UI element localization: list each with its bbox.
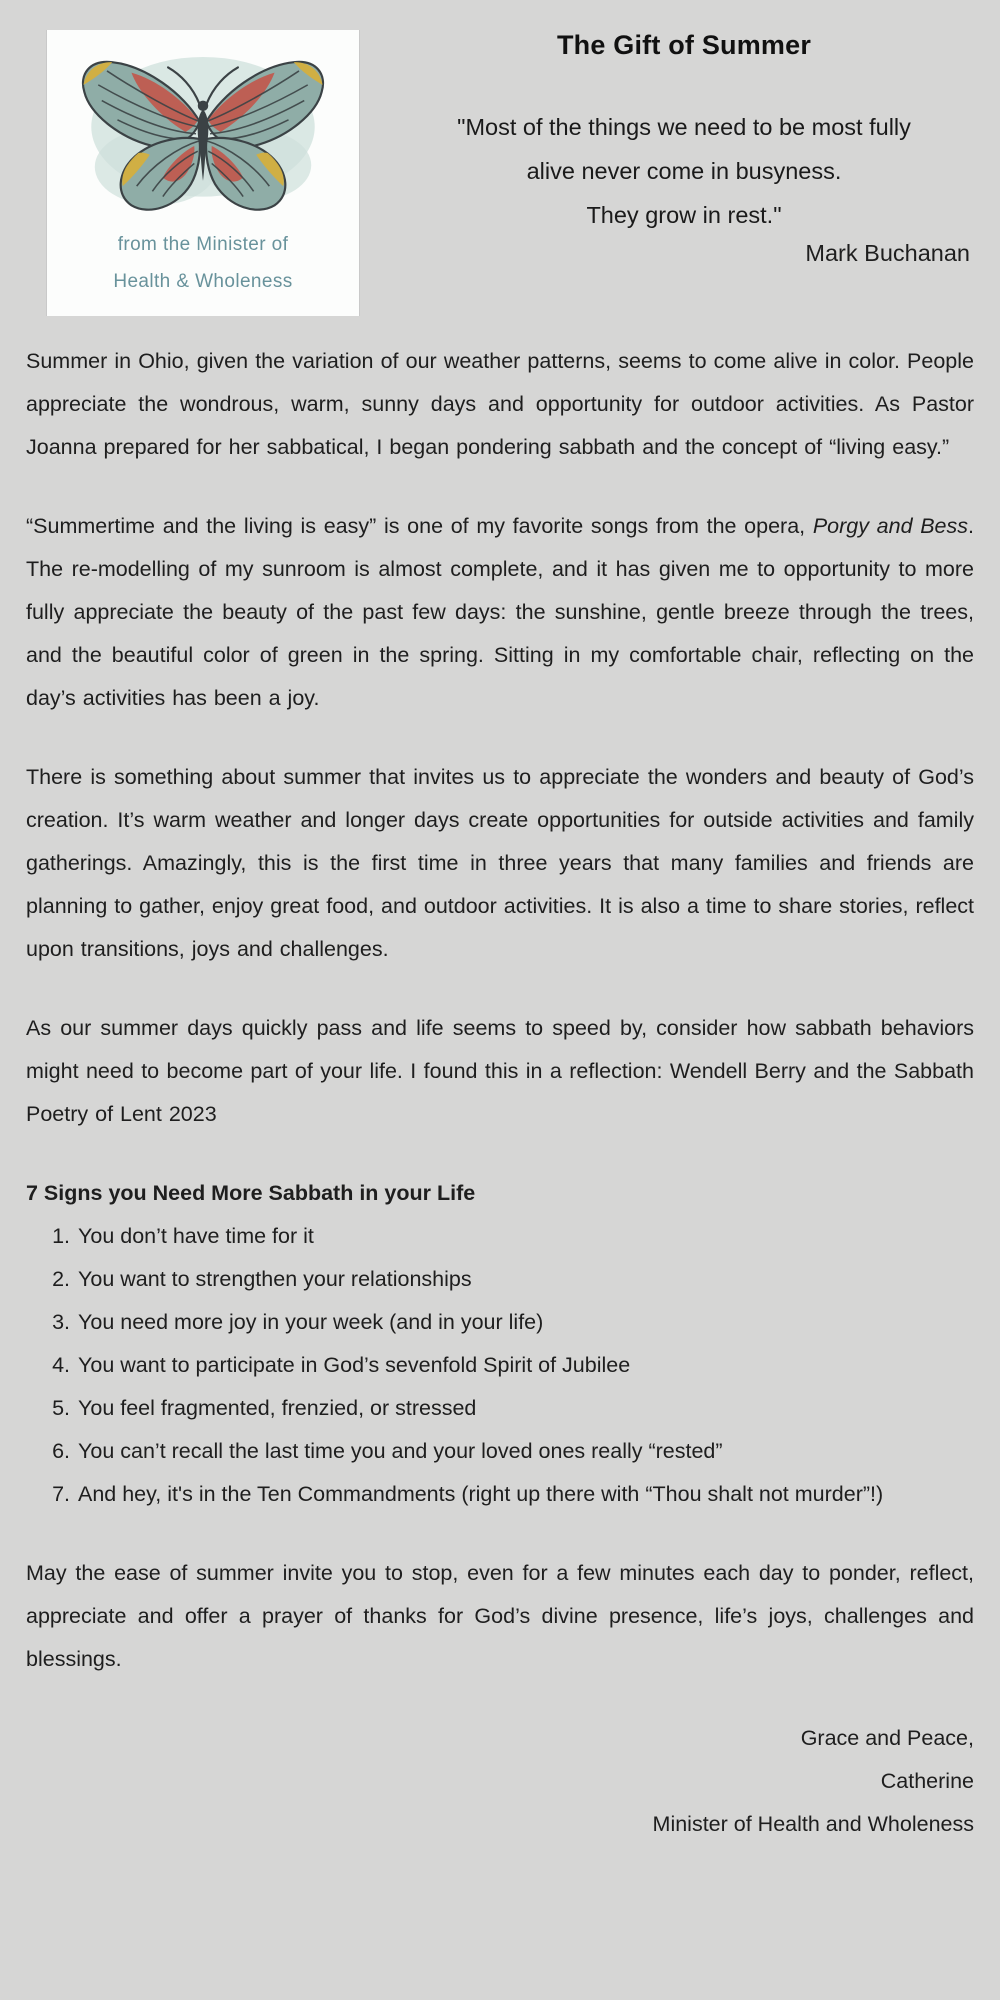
sabbath-list-heading: 7 Signs you Need More Sabbath in your Life xyxy=(26,1181,476,1205)
signature-name: Catherine xyxy=(880,1769,974,1793)
header xyxy=(26,30,974,316)
logo-caption-line2: Health & Wholeness xyxy=(113,271,293,293)
butterfly-icon xyxy=(55,36,351,228)
minister-logo xyxy=(46,30,360,316)
quote-line3: They grow in rest." xyxy=(586,202,782,229)
list-item: 1. You don’t have time for it xyxy=(76,1215,974,1258)
closing-signature xyxy=(26,1717,974,1846)
article-body xyxy=(26,340,974,1846)
p2-post: . The re-modelling of my sunroom is almost complete, and it has given me to opportunity to more fully appreciate the beauty of the past few days: the sunshine, gentle breeze through the trees, and the beautiful color of green in the spring. Sitting in my comfortable chair, reflecting on the day’s activities has been a joy. xyxy=(26,514,974,710)
paragraph-something-about-summer: There is something about summer that invites us to appreciate the wonders and beauty of God’s creation. It’s warm weather and longer days create opportunities for outside activities and family gatherings. Amazingly, this is the first time in three years that many families and friends are planning to gather, enjoy great food, and outdoor activities. It is also a time to share stories, reflect upon transitions, joys and challenges. xyxy=(26,765,974,961)
list-item: 4. You want to participate in God’s sevenfold Spirit of Jubilee xyxy=(76,1344,974,1387)
logo-caption xyxy=(113,226,292,300)
logo-caption-line1: from the Minister of xyxy=(117,234,289,255)
paragraph-summertime xyxy=(26,505,974,720)
quote-line1: "Most of the things we need to be most fully xyxy=(457,114,911,140)
list-item: 3. You need more joy in your week (and in your life) xyxy=(76,1301,974,1344)
quote-line2: alive never come in busyness. xyxy=(526,158,842,185)
page-title: The Gift of Summer xyxy=(556,30,812,60)
list-item: 7. And hey, it's in the Ten Commandments (right up there with “Thou shalt not murder”!) xyxy=(76,1473,974,1516)
list-item: 6. You can’t recall the last time you and your loved ones really “rested” xyxy=(76,1430,974,1473)
p2-opera-title: Porgy and Bess xyxy=(812,514,969,538)
sabbath-list xyxy=(26,1215,974,1516)
paragraph-summer-days-pass: As our summer days quickly pass and life seems to speed by, consider how sabbath behaviors might need to become part of your life. I found this in a reflection: Wendell Berry and the Sabbath Poetry of Lent 2023 xyxy=(26,1016,974,1126)
list-item: 5. You feel fragmented, frenzied, or stressed xyxy=(76,1387,974,1430)
header-right xyxy=(360,30,974,267)
paragraph-summer-in-ohio: Summer in Ohio, given the variation of our weather patterns, seems to come alive in color. People appreciate the wondrous, warm, sunny days and opportunity for outdoor activities. As Pastor Joanna prepared for her sabbatical, I began pondering sabbath and the concept of “living easy.” xyxy=(26,349,974,459)
list-item: 2. You want to strengthen your relationships xyxy=(76,1258,974,1301)
signature-role: Minister of Health and Wholeness xyxy=(652,1812,974,1836)
quote-attribution: Mark Buchanan xyxy=(805,239,970,266)
signature-grace: Grace and Peace, xyxy=(800,1726,974,1750)
p2-pre: “Summertime and the living is easy” is one of my favorite songs from the opera, xyxy=(26,514,813,538)
paragraph-closing-blessing: May the ease of summer invite you to stop, even for a few minutes each day to ponder, reflect, appreciate and offer a prayer of thanks for God’s divine presence, life’s joys, challenges and blessings. xyxy=(26,1561,974,1671)
quote-block xyxy=(394,105,974,238)
